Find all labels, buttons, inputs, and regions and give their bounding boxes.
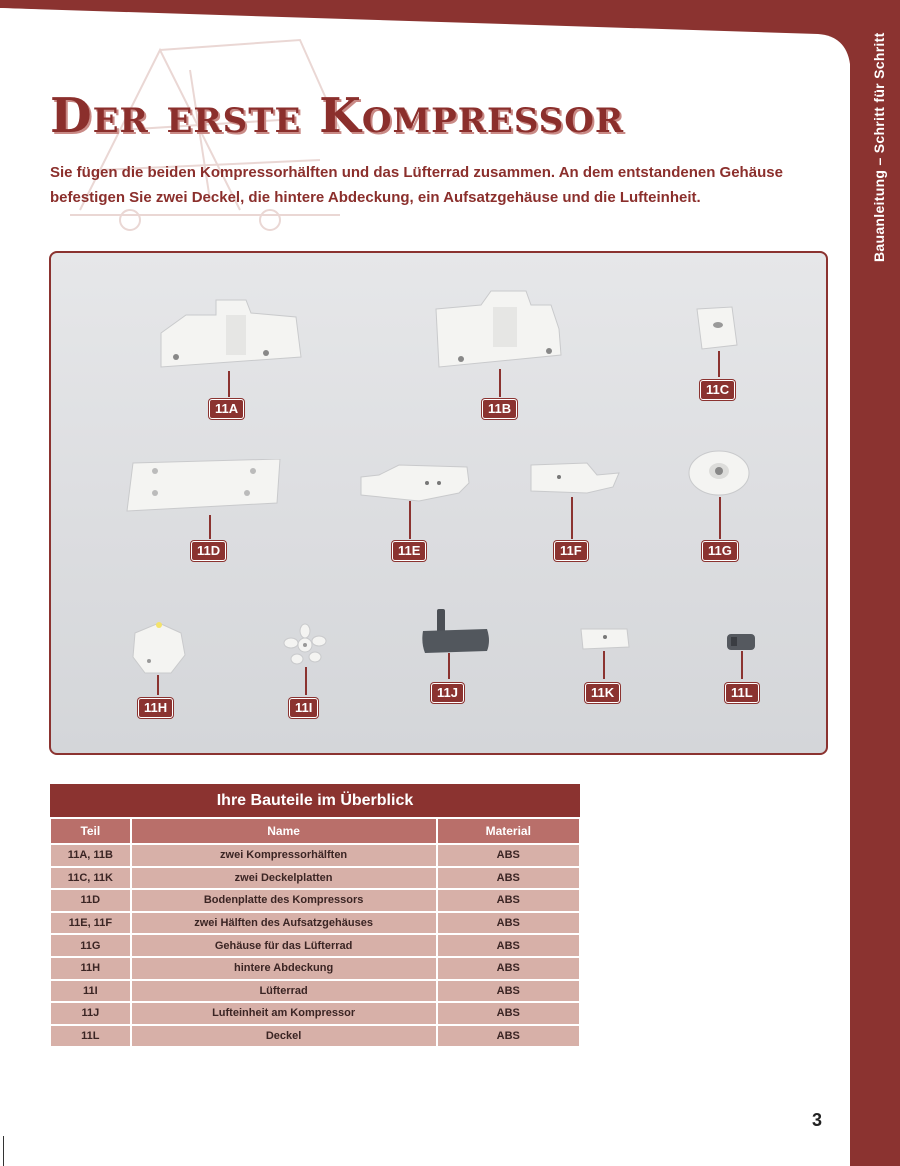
column-header-material: Material [437, 818, 580, 844]
label-11h: 11H [138, 698, 173, 718]
leader-line-11i [305, 667, 307, 695]
intro-text: Sie fügen die beiden Kompressorhälften und das Lüfterrad zusammen. An dem entstandenen Gehäuse befestigen Sie zwei Deckel, die hintere Abdeckung, ein Aufsatzgehäuse und die Lufteinheit. [50, 164, 783, 206]
cell-material: ABS [437, 867, 580, 890]
leader-line-11d [209, 515, 211, 539]
column-header-name: Name [131, 818, 437, 844]
table-row [50, 934, 580, 957]
cell-teil: 11I [50, 980, 131, 1003]
leader-line-11g [719, 497, 721, 539]
cell-teil: 11L [50, 1025, 131, 1048]
part-11k-image [579, 627, 631, 651]
label-11d: 11D [191, 541, 226, 561]
cell-material: ABS [437, 889, 580, 912]
leader-line-11c [718, 351, 720, 377]
label-11a: 11A [209, 399, 244, 419]
leader-line-11l [741, 651, 743, 679]
cell-teil: 11H [50, 957, 131, 980]
leader-line-11j [448, 653, 450, 679]
part-11a-image [156, 295, 306, 375]
part-11h-image [129, 621, 189, 677]
table-caption-row [50, 784, 580, 818]
label-11e: 11E [392, 541, 426, 561]
cell-teil: 11E, 11F [50, 912, 131, 935]
label-11b: 11B [482, 399, 517, 419]
part-11c-image [694, 305, 740, 351]
cell-material: ABS [437, 934, 580, 957]
cell-material: ABS [437, 957, 580, 980]
leader-line-11a [228, 371, 230, 397]
table-row [50, 957, 580, 980]
leader-line-11k [603, 651, 605, 679]
leader-line-11f [571, 497, 573, 539]
cell-name: Lufteinheit am Kompressor [131, 1002, 437, 1025]
part-11e-image [359, 463, 475, 503]
cell-name: Lüfterrad [131, 980, 437, 1003]
leader-line-11h [157, 675, 159, 695]
parts-table [49, 784, 581, 1048]
column-header-teil: Teil [50, 818, 131, 844]
table-header-row [50, 818, 580, 844]
table-row [50, 980, 580, 1003]
cell-material: ABS [437, 980, 580, 1003]
parts-photo [49, 251, 828, 755]
label-11k: 11K [585, 683, 620, 703]
page-number: 3 [812, 1110, 823, 1130]
part-11g-image [687, 449, 751, 499]
label-11c: 11C [700, 380, 735, 400]
label-11l: 11L [725, 683, 759, 703]
table-row [50, 867, 580, 890]
cell-name: zwei Kompressorhälften [131, 844, 437, 867]
cell-material: ABS [437, 1025, 580, 1048]
cell-teil: 11A, 11B [50, 844, 131, 867]
cell-name: hintere Abdeckung [131, 957, 437, 980]
part-11f-image [527, 461, 627, 497]
cell-name: Gehäuse für das Lüfterrad [131, 934, 437, 957]
page-edge-mark [3, 1136, 4, 1166]
cell-name: Bodenplatte des Kompressors [131, 889, 437, 912]
cell-teil: 11C, 11K [50, 867, 131, 890]
part-11i-image [283, 623, 327, 667]
side-label: Bauanleitung – Schritt für Schritt [871, 32, 887, 262]
part-11j-image [421, 607, 493, 655]
part-11b-image [431, 289, 581, 371]
cell-material: ABS [437, 844, 580, 867]
page-title: Der erste Kompressor [50, 88, 625, 144]
label-11f: 11F [554, 541, 588, 561]
cell-teil: 11D [50, 889, 131, 912]
label-11i: 11I [289, 698, 318, 718]
leader-line-11b [499, 369, 501, 397]
label-11g: 11G [702, 541, 738, 561]
table-row [50, 1025, 580, 1048]
cell-teil: 11G [50, 934, 131, 957]
label-11j: 11J [431, 683, 464, 703]
table-row [50, 912, 580, 935]
part-11d-image [125, 459, 283, 515]
leader-line-11e [409, 501, 411, 539]
table-row [50, 889, 580, 912]
part-11l-image [725, 632, 757, 652]
table-row [50, 844, 580, 867]
cell-name: zwei Deckelplatten [131, 867, 437, 890]
cell-material: ABS [437, 1002, 580, 1025]
table-caption: Ihre Bauteile im Überblick [50, 784, 580, 818]
cell-teil: 11J [50, 1002, 131, 1025]
table-row [50, 1002, 580, 1025]
cell-name: zwei Hälften des Aufsatzgehäuses [131, 912, 437, 935]
cell-name: Deckel [131, 1025, 437, 1048]
cell-material: ABS [437, 912, 580, 935]
